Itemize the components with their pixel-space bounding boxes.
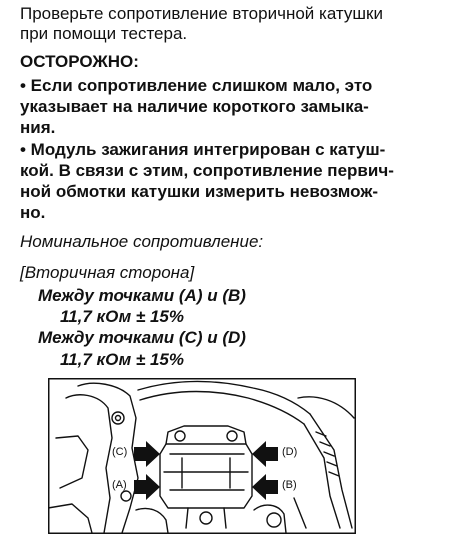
intro-line-2: при помощи тестера. <box>20 24 188 43</box>
pair-ab-label: Между точками (A) и (B) <box>38 286 246 305</box>
pair-cd-value: 11,7 кОм ± 15% <box>60 350 184 369</box>
nominal-heading: Номинальное сопротивление: <box>20 232 264 251</box>
caution-line-7: но. <box>20 203 46 222</box>
callout-b-label: (B) <box>282 479 297 491</box>
caution-line-4: • Модуль зажигания интегрирован с катуш- <box>20 140 386 159</box>
callout-c-label: (C) <box>112 446 128 458</box>
caution-line-2: указывает на наличие короткого замыка- <box>20 97 369 116</box>
intro-line-1: Проверьте сопротивление вторичной катушки <box>20 4 383 23</box>
callout-d-label: (D) <box>282 446 298 458</box>
pair-cd-label: Между точками (C) и (D) <box>38 328 246 347</box>
caution-line-6: ной обмотки катушки измерить невозмож- <box>20 182 379 201</box>
callout-a-label: (A) <box>112 479 127 491</box>
secondary-side-label: [Вторичная сторона] <box>20 263 195 282</box>
caution-line-3: ния. <box>20 118 56 137</box>
caution-title: ОСТОРОЖНО: <box>20 52 139 71</box>
caution-line-1: • Если сопротивление слишком мало, это <box>20 76 373 95</box>
ignition-coil-drawing <box>48 378 356 534</box>
caution-line-5: кой. В связи с этим, сопротивление первич- <box>20 161 394 180</box>
pair-ab-value: 11,7 кОм ± 15% <box>60 307 184 326</box>
ignition-coil-figure <box>48 378 356 534</box>
